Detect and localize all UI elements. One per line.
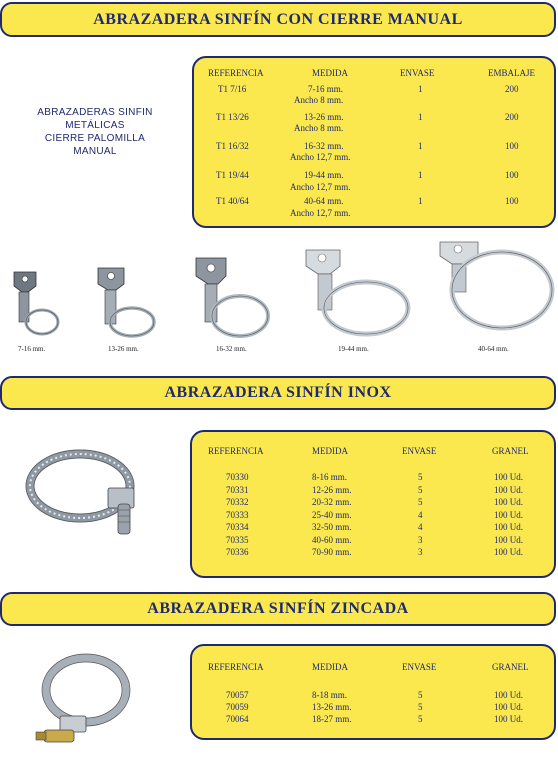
- header-referencia: REFERENCIA: [208, 68, 264, 78]
- cell-medida: 8-16 mm.: [312, 472, 347, 482]
- cell-pack: 100 Ud.: [494, 509, 523, 520]
- cell-envase: 5: [418, 714, 423, 724]
- section-title-inox: ABRAZADERA SINFÍN INOX: [164, 384, 392, 401]
- cell-medida: 13-26 mm.: [304, 112, 344, 122]
- header-medida: MEDIDA: [312, 68, 348, 78]
- wing-clamp-icon: [6, 268, 62, 338]
- cell-ref: 70064: [226, 714, 249, 724]
- cell-medida: 32-50 mm.: [312, 522, 352, 532]
- cell-ref: 70335: [226, 534, 249, 545]
- cell-pack: 100 Ud.: [494, 547, 523, 557]
- cell-pack: 200: [505, 112, 519, 122]
- cell-ref: T1 19/44: [216, 170, 249, 180]
- cell-envase: 1: [418, 141, 423, 151]
- cell-envase: 3: [418, 534, 423, 545]
- header-medida: MEDIDA: [312, 446, 348, 456]
- wing-clamp-icon: [300, 246, 412, 338]
- cell-ref: T1 13/26: [216, 112, 249, 122]
- cell-ref: 70332: [226, 497, 249, 507]
- description-line: MANUAL: [73, 146, 117, 157]
- section-banner-manual: [0, 2, 556, 37]
- cell-envase: 5: [418, 690, 423, 700]
- cell-ancho: Ancho 8 mm.: [294, 123, 344, 133]
- cell-envase: 4: [418, 509, 423, 520]
- cell-ref: 70057: [226, 690, 249, 700]
- wing-clamp-icon: [90, 264, 160, 340]
- table-inox: [190, 430, 556, 578]
- cell-ref: 70330: [226, 472, 249, 482]
- description-line: METÁLICAS: [65, 120, 125, 131]
- header-medida: MEDIDA: [312, 662, 348, 672]
- cell-ancho: Ancho 12,7 mm.: [290, 208, 351, 218]
- header-envase: ENVASE: [400, 68, 435, 78]
- section-title-manual: ABRAZADERA SINFÍN CON CIERRE MANUAL: [93, 10, 463, 28]
- cell-envase: 5: [418, 484, 423, 495]
- header-referencia: REFERENCIA: [208, 662, 264, 672]
- header-granel: GRANEL: [492, 446, 529, 456]
- header-envase: ENVASE: [402, 662, 437, 672]
- cell-pack: 100 Ud.: [494, 702, 523, 712]
- cell-pack: 100: [505, 170, 519, 180]
- table-zincada: [190, 644, 556, 740]
- cell-ref: 70334: [226, 522, 249, 532]
- cell-ancho: Ancho 12,7 mm.: [290, 182, 351, 192]
- worm-clamp-icon: [22, 438, 152, 546]
- photo-caption: 7-16 mm.: [18, 345, 46, 353]
- cell-medida: 12-26 mm.: [312, 484, 352, 495]
- photo-caption: 40-64 mm.: [478, 345, 509, 353]
- cell-envase: 1: [418, 170, 423, 180]
- cell-ref: T1 7/16: [218, 84, 247, 94]
- cell-pack: 100 Ud.: [494, 714, 523, 724]
- cell-medida: 19-44 mm.: [304, 170, 344, 180]
- cell-pack: 100: [505, 196, 519, 206]
- cell-medida: 70-90 mm.: [312, 547, 352, 557]
- clamp-photo-40-64: [430, 238, 556, 353]
- clamp-photo-inox: [22, 438, 152, 546]
- clamp-photo-19-44: [300, 246, 412, 353]
- cell-envase: 1: [418, 196, 423, 206]
- section-banner-zincada: [0, 592, 556, 626]
- cell-envase: 1: [418, 112, 423, 122]
- header-envase: ENVASE: [402, 446, 437, 456]
- cell-medida: 7-16 mm.: [308, 84, 343, 94]
- cell-pack: 100 Ud.: [494, 690, 523, 700]
- cell-medida: 40-64 mm.: [304, 196, 344, 206]
- cell-medida: 8-18 mm.: [312, 690, 347, 700]
- photo-caption: 19-44 mm.: [338, 345, 369, 353]
- cell-pack: 200: [505, 84, 519, 94]
- cell-ancho: Ancho 8 mm.: [294, 95, 344, 105]
- cell-envase: 5: [418, 702, 423, 712]
- cell-envase: 3: [418, 547, 423, 557]
- cell-ref: 70331: [226, 484, 249, 495]
- header-embalaje: EMBALAJE: [488, 68, 535, 78]
- header-referencia: REFERENCIA: [208, 446, 264, 456]
- cell-medida: 16-32 mm.: [304, 141, 344, 151]
- cell-medida: 18-27 mm.: [312, 714, 352, 724]
- product-description: [20, 106, 170, 158]
- description-line: CIERRE PALOMILLA: [44, 133, 146, 144]
- cell-ref: 70059: [226, 702, 249, 712]
- cell-ref: T1 40/64: [216, 196, 249, 206]
- cell-pack: 100 Ud.: [494, 472, 523, 482]
- cell-pack: 100 Ud.: [494, 484, 523, 495]
- cell-pack: 100 Ud.: [494, 522, 523, 532]
- cell-medida: 13-26 mm.: [312, 702, 352, 712]
- photo-caption: 13-26 mm.: [108, 345, 139, 353]
- clamp-photo-7-16: [6, 268, 62, 353]
- cell-pack: 100: [505, 141, 519, 151]
- cell-medida: 40-60 mm.: [312, 534, 352, 545]
- clamp-photo-zincada: [26, 644, 146, 756]
- cell-pack: 100 Ud.: [494, 534, 523, 545]
- cell-pack: 100 Ud.: [494, 497, 523, 507]
- section-banner-inox: [0, 376, 556, 410]
- description-line: ABRAZADERAS SINFIN: [37, 107, 153, 118]
- section-title-zincada: ABRAZADERA SINFÍN ZINCADA: [147, 600, 409, 617]
- wing-clamp-icon: [430, 238, 556, 338]
- cell-envase: 4: [418, 522, 423, 532]
- cell-medida: 20-32 mm.: [312, 497, 352, 507]
- cell-ref: 70336: [226, 547, 249, 557]
- wing-clamp-icon: [190, 254, 272, 340]
- table-manual: [192, 56, 556, 228]
- clamp-photo-13-26: [90, 264, 160, 353]
- clamp-photo-16-32: [190, 254, 272, 353]
- photo-caption: 16-32 mm.: [216, 345, 247, 353]
- cell-ref: T1 16/32: [216, 141, 249, 151]
- cell-medida: 25-40 mm.: [312, 509, 352, 520]
- cell-envase: 5: [418, 472, 423, 482]
- cell-ref: 70333: [226, 509, 249, 520]
- cell-envase: 5: [418, 497, 423, 507]
- worm-clamp-icon: [26, 644, 146, 756]
- cell-ancho: Ancho 12,7 mm.: [290, 152, 351, 162]
- header-granel: GRANEL: [492, 662, 529, 672]
- cell-envase: 1: [418, 84, 423, 94]
